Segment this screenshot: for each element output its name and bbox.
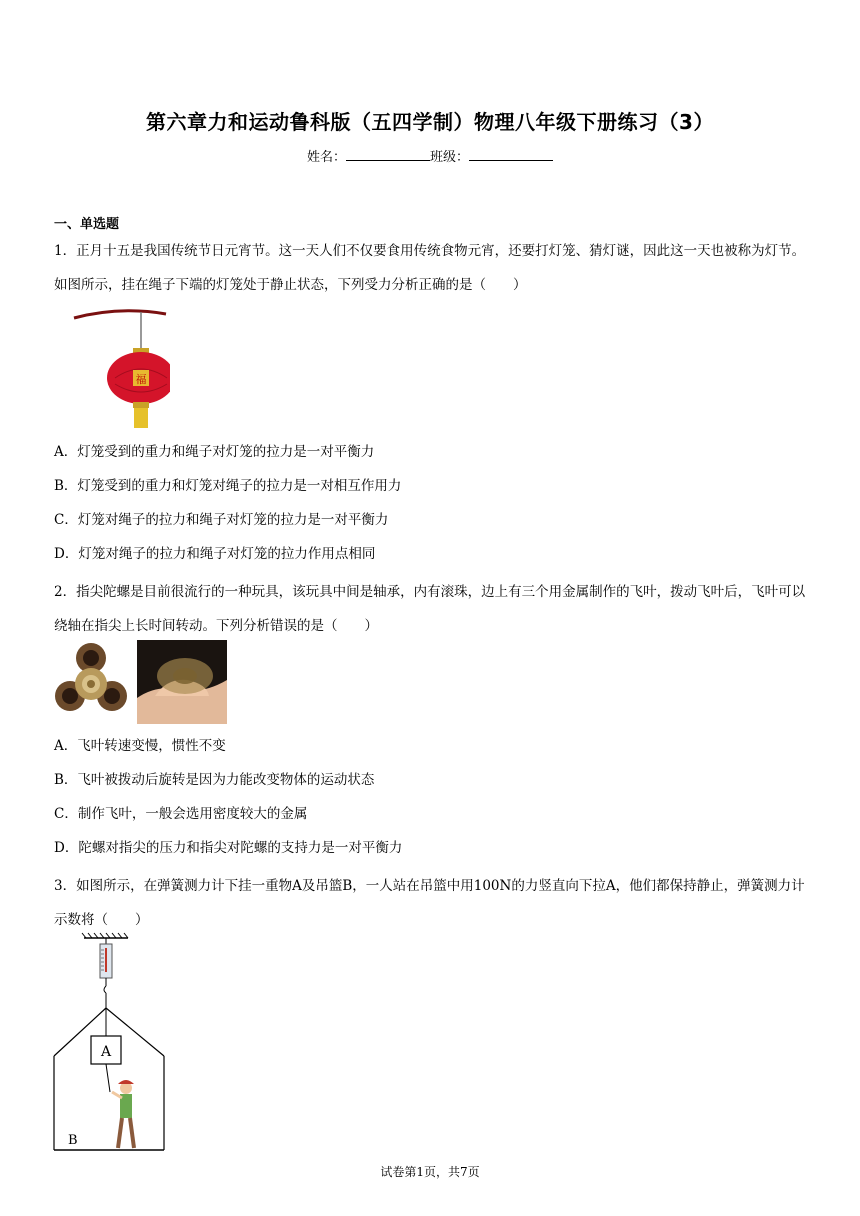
weight-a-label: A <box>100 1044 112 1060</box>
class-blank <box>469 148 553 161</box>
question-2-option-b[interactable]: B．飞叶被拨动后旋转是因为力能改变物体的运动状态 <box>54 772 375 788</box>
section-heading: 一、单选题 <box>54 217 120 232</box>
question-1-option-c[interactable]: C．灯笼对绳子的拉力和绳子对灯笼的拉力是一对平衡力 <box>54 512 389 528</box>
question-1-text: 1．正月十五是我国传统节日元宵节。这一天人们不仅要食用传统食物元宵，还要打灯笼、猜灯谜，因此这一天也被称为灯节。如图所示，挂在绳子下端的灯笼处于静止状态，下列受力分析正确的是（ ） <box>54 243 806 293</box>
question-1-option-d[interactable]: D．灯笼对绳子的拉力和绳子对灯笼的拉力作用点相同 <box>54 546 376 562</box>
question-2-option-a[interactable]: A．飞叶转速变慢，惯性不变 <box>54 738 226 754</box>
question-3-text: 3．如图所示，在弹簧测力计下挂一重物A及吊篮B，一人站在吊篮中用100N的力竖直向下拉A，他们都保持静止，弹簧测力计示数将（ ） <box>54 878 805 928</box>
lantern-figure <box>70 304 170 432</box>
name-class-line <box>0 146 860 165</box>
question-1-option-a[interactable]: A．灯笼受到的重力和绳子对灯笼的拉力是一对平衡力 <box>54 444 375 460</box>
lantern-character: 福 <box>135 373 147 386</box>
spring-scale-basket-figure <box>50 932 170 1154</box>
question-2-option-d[interactable]: D．陀螺对指尖的压力和指尖对陀螺的支持力是一对平衡力 <box>54 840 403 856</box>
class-label: 班级： <box>430 150 470 165</box>
name-blank <box>346 148 430 161</box>
page-footer: 试卷第1页，共7页 <box>380 1165 480 1179</box>
question-2-option-c[interactable]: C．制作飞叶，一般会选用密度较大的金属 <box>54 806 308 822</box>
fidget-spinner-figure <box>55 640 127 724</box>
basket-b-label: B <box>68 1133 78 1148</box>
question-1-option-b[interactable]: B．灯笼受到的重力和灯笼对绳子的拉力是一对相互作用力 <box>54 478 402 494</box>
page-title: 第六章力和运动鲁科版（五四学制）物理八年级下册练习（3） <box>146 110 714 134</box>
question-2-text: 2．指尖陀螺是目前很流行的一种玩具，该玩具中间是轴承，内有滚珠，边上有三个用金属制作的飞叶，拨动飞叶后，飞叶可以绕轴在指尖上长时间转动。下列分析错误的是（ ） <box>54 584 806 634</box>
spinning-hand-figure <box>137 640 227 724</box>
name-label: 姓名： <box>306 150 346 165</box>
